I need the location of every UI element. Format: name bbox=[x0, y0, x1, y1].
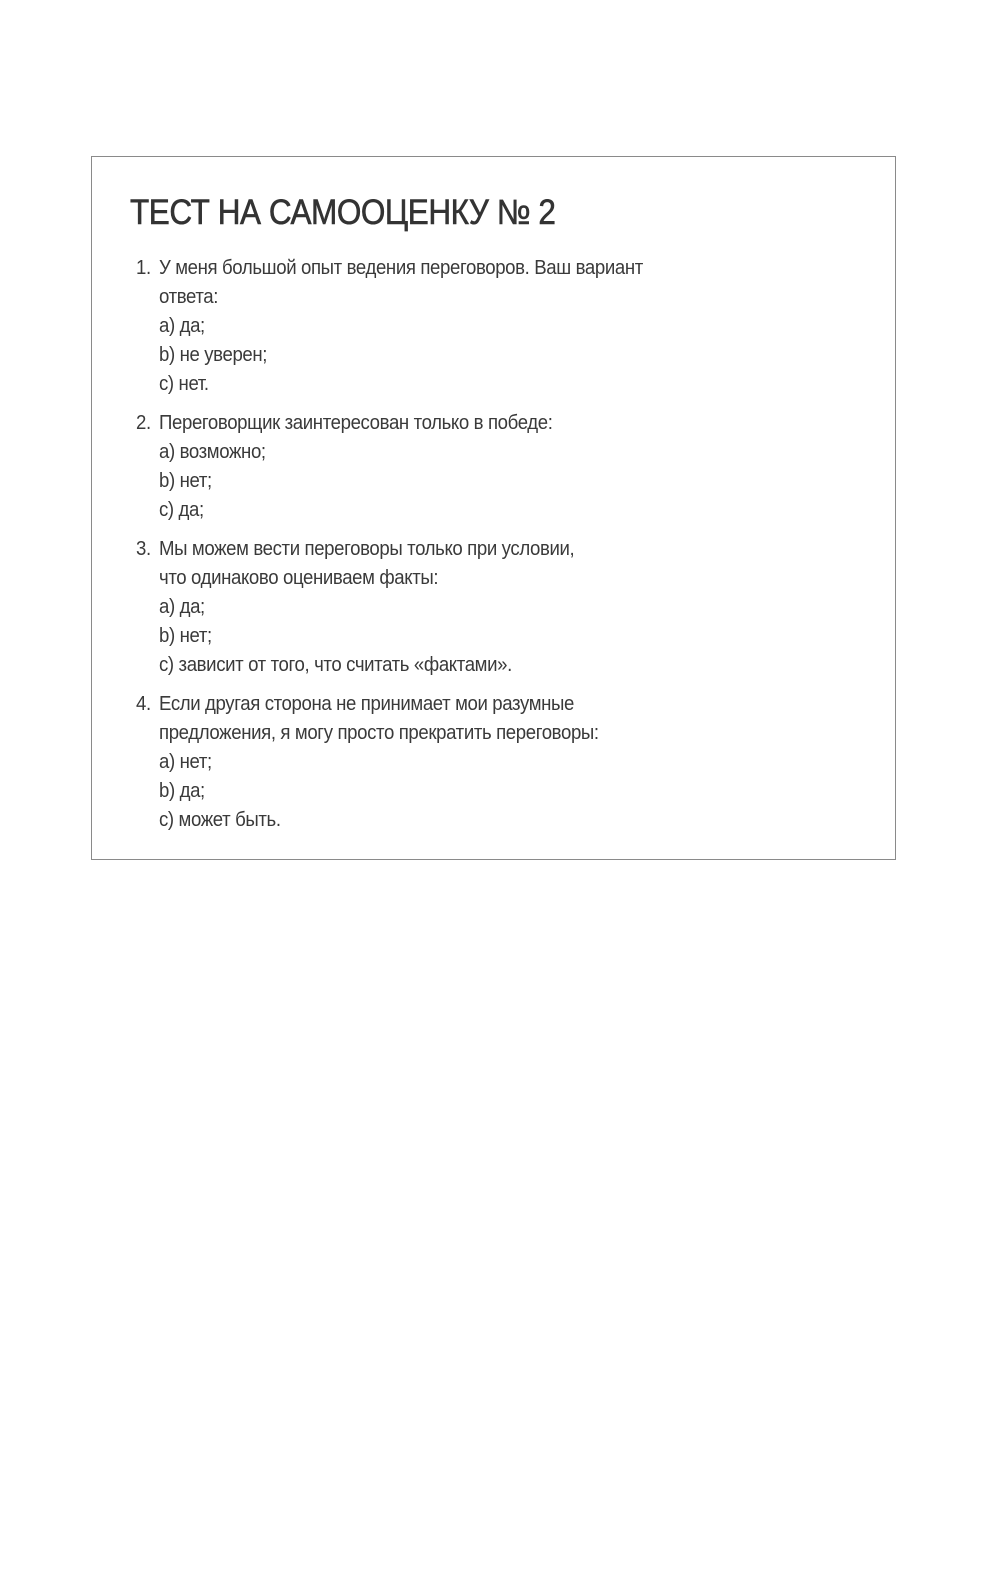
question-3 bbox=[136, 535, 836, 680]
question-4 bbox=[136, 690, 836, 835]
test-box bbox=[91, 156, 896, 860]
question-number: 2. bbox=[136, 412, 151, 434]
answer-option: c) зависит от того, что считать «фактами». bbox=[159, 654, 512, 676]
question-number: 4. bbox=[136, 693, 151, 715]
page-title: ТЕСТ НА САМООЦЕНКУ № 2 bbox=[130, 193, 556, 232]
answer-option: b) нет; bbox=[159, 625, 212, 647]
answer-option: a) да; bbox=[159, 596, 205, 618]
answer-option: b) да; bbox=[159, 780, 205, 802]
question-2 bbox=[136, 409, 836, 525]
answer-option: a) возможно; bbox=[159, 441, 266, 463]
answer-option: b) нет; bbox=[159, 470, 212, 492]
answer-option: a) да; bbox=[159, 315, 205, 337]
question-text: Если другая сторона не принимает мои разумные bbox=[159, 693, 574, 715]
question-text: предложения, я могу просто прекратить переговоры: bbox=[159, 722, 599, 744]
answer-option: c) может быть. bbox=[159, 809, 281, 831]
answer-option: c) да; bbox=[159, 499, 204, 521]
question-text: ответа: bbox=[159, 286, 219, 308]
question-number: 3. bbox=[136, 538, 151, 560]
question-text: Мы можем вести переговоры только при условии, bbox=[159, 538, 575, 560]
question-text: Переговорщик заинтересован только в победе: bbox=[159, 412, 553, 434]
question-number: 1. bbox=[136, 257, 151, 279]
question-text: У меня большой опыт ведения переговоров. Ваш вариант bbox=[159, 257, 643, 279]
answer-option: a) нет; bbox=[159, 751, 212, 773]
answer-option: b) не уверен; bbox=[159, 344, 268, 366]
question-1 bbox=[136, 254, 836, 399]
question-text: что одинаково оцениваем факты: bbox=[159, 567, 439, 589]
answer-option: c) нет. bbox=[159, 373, 209, 395]
question-list bbox=[136, 254, 836, 845]
